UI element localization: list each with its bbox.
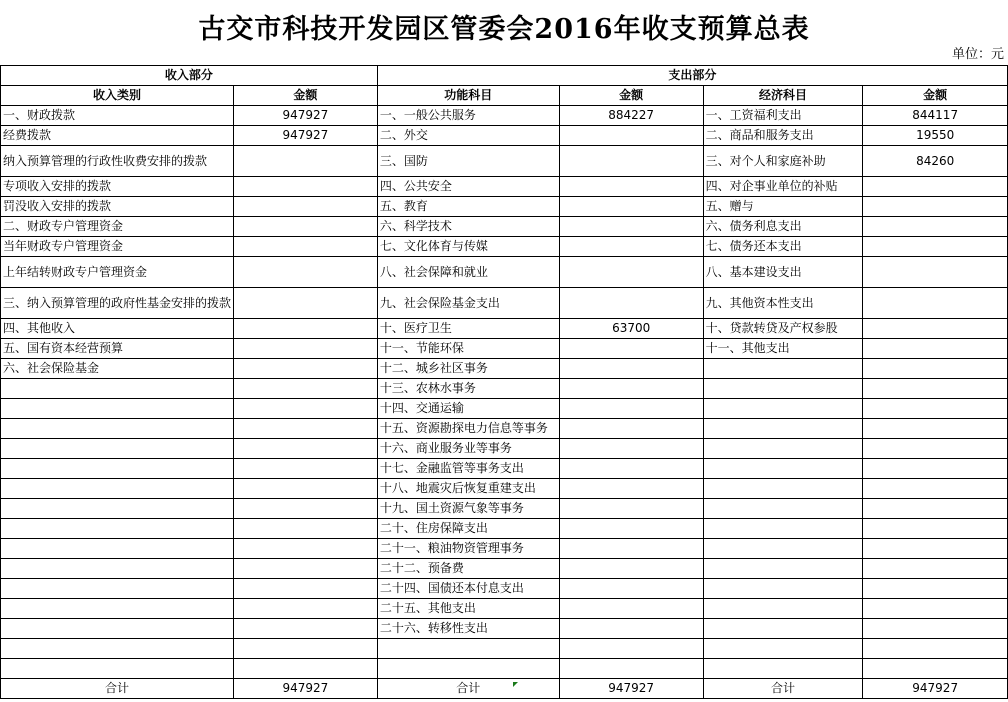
table-row: [1, 419, 1008, 439]
table-row: [1, 126, 1008, 146]
income-amount-cell: [234, 619, 378, 639]
functional-subject-cell: 七、文化体育与传媒: [377, 237, 559, 257]
functional-amount-cell: [559, 197, 703, 217]
table-row: [1, 339, 1008, 359]
income-amount-cell: [234, 339, 378, 359]
economic-amount-cell: [863, 399, 1008, 419]
functional-amount-cell: [559, 339, 703, 359]
economic-subject-cell: 四、对企事业单位的补贴: [703, 177, 863, 197]
income-category-cell: 经费拨款: [1, 126, 234, 146]
economic-amount-cell: [863, 359, 1008, 379]
functional-amount-cell: [559, 237, 703, 257]
functional-subject-cell: 十六、商业服务业等事务: [377, 439, 559, 459]
functional-amount-cell: [559, 619, 703, 639]
functional-subject-cell: 三、国防: [377, 146, 559, 177]
income-amount-cell: [234, 559, 378, 579]
functional-amount-cell: [559, 539, 703, 559]
economic-amount-cell: [863, 257, 1008, 288]
functional-amount-cell: [559, 599, 703, 619]
economic-subject-cell: 二、商品和服务支出: [703, 126, 863, 146]
economic-amount-cell: [863, 197, 1008, 217]
economic-subject-cell: [703, 479, 863, 499]
economic-amount-cell: [863, 459, 1008, 479]
income-category-cell: [1, 619, 234, 639]
economic-amount-cell: [863, 319, 1008, 339]
functional-amount-cell: [559, 359, 703, 379]
income-category-cell: 一、财政拨款: [1, 106, 234, 126]
table-row: [1, 106, 1008, 126]
table-body: [1, 106, 1008, 679]
table-row: [1, 479, 1008, 499]
functional-total-amount: 947927: [559, 679, 703, 699]
functional-subject-cell: 六、科学技术: [377, 217, 559, 237]
economic-subject-cell: [703, 399, 863, 419]
economic-subject-cell: 七、债务还本支出: [703, 237, 863, 257]
functional-amount-cell: [559, 659, 703, 679]
functional-subject-cell: 二、外交: [377, 126, 559, 146]
table-row: [1, 599, 1008, 619]
functional-subject-cell: [377, 659, 559, 679]
economic-amount-cell: [863, 177, 1008, 197]
income-amount-cell: [234, 479, 378, 499]
table-row: [1, 288, 1008, 319]
income-category-cell: 三、纳入预算管理的政府性基金安排的拨款: [1, 288, 234, 319]
table-row: [1, 217, 1008, 237]
income-amount-cell: [234, 237, 378, 257]
table-row: [1, 319, 1008, 339]
functional-subject-cell: 十五、资源勘探电力信息等事务: [377, 419, 559, 439]
functional-subject-cell: 四、公共安全: [377, 177, 559, 197]
economic-subject-cell: [703, 599, 863, 619]
income-amount-cell: [234, 257, 378, 288]
table-row: [1, 177, 1008, 197]
income-amount-cell: [234, 519, 378, 539]
economic-subject-cell: [703, 379, 863, 399]
economic-subject-cell: 九、其他资本性支出: [703, 288, 863, 319]
income-category-cell: [1, 559, 234, 579]
functional-amount-cell: [559, 399, 703, 419]
table-row: [1, 197, 1008, 217]
economic-subject-cell: 三、对个人和家庭补助: [703, 146, 863, 177]
economic-subject-cell: 十、贷款转贷及产权参股: [703, 319, 863, 339]
economic-subject-cell: 五、赠与: [703, 197, 863, 217]
income-category-cell: [1, 579, 234, 599]
economic-amount-cell: [863, 339, 1008, 359]
economic-amount-cell: [863, 217, 1008, 237]
table-row: [1, 359, 1008, 379]
income-category-cell: [1, 399, 234, 419]
functional-subject-header: 功能科目: [377, 86, 559, 106]
income-category-cell: [1, 499, 234, 519]
economic-amount-cell: [863, 599, 1008, 619]
economic-amount-cell: [863, 639, 1008, 659]
functional-amount-cell: [559, 639, 703, 659]
functional-amount-cell: [559, 559, 703, 579]
economic-subject-cell: [703, 459, 863, 479]
table-row: [1, 237, 1008, 257]
economic-amount-cell: [863, 419, 1008, 439]
economic-amount-cell: [863, 579, 1008, 599]
income-category-cell: [1, 539, 234, 559]
functional-amount-cell: [559, 439, 703, 459]
income-amount-cell: [234, 639, 378, 659]
income-amount-cell: [234, 419, 378, 439]
functional-subject-cell: 二十一、粮油物资管理事务: [377, 539, 559, 559]
economic-subject-cell: [703, 579, 863, 599]
economic-amount-cell: [863, 519, 1008, 539]
economic-amount-cell: 844117: [863, 106, 1008, 126]
section-header-row: [1, 66, 1008, 86]
table-row: [1, 539, 1008, 559]
table-row: [1, 559, 1008, 579]
functional-amount-cell: 63700: [559, 319, 703, 339]
economic-amount-cell: [863, 439, 1008, 459]
income-amount-cell: [234, 579, 378, 599]
table-row: [1, 639, 1008, 659]
functional-subject-cell: 二十二、预备费: [377, 559, 559, 579]
economic-amount-cell: [863, 659, 1008, 679]
economic-subject-cell: 一、工资福利支出: [703, 106, 863, 126]
budget-table: [0, 65, 1008, 699]
functional-subject-cell: 二十四、国债还本付息支出: [377, 579, 559, 599]
functional-subject-cell: 一、一般公共服务: [377, 106, 559, 126]
functional-subject-cell: 十三、农林水事务: [377, 379, 559, 399]
economic-subject-cell: [703, 619, 863, 639]
income-category-cell: 六、社会保险基金: [1, 359, 234, 379]
income-category-header: 收入类别: [1, 86, 234, 106]
income-category-cell: [1, 659, 234, 679]
income-category-cell: 二、财政专户管理资金: [1, 217, 234, 237]
table-row: [1, 499, 1008, 519]
page-title: 古交市科技开发园区管委会2016年收支预算总表: [198, 14, 810, 45]
income-amount-cell: [234, 319, 378, 339]
income-amount-cell: [234, 439, 378, 459]
economic-subject-cell: 六、债务利息支出: [703, 217, 863, 237]
functional-amount-cell: [559, 217, 703, 237]
functional-amount-cell: [559, 459, 703, 479]
economic-subject-cell: [703, 659, 863, 679]
functional-subject-cell: 二十、住房保障支出: [377, 519, 559, 539]
functional-subject-cell: 十、医疗卫生: [377, 319, 559, 339]
income-section-header: 收入部分: [1, 66, 378, 86]
table-row: [1, 659, 1008, 679]
economic-amount-cell: [863, 559, 1008, 579]
functional-amount-cell: [559, 499, 703, 519]
economic-subject-cell: [703, 439, 863, 459]
functional-subject-cell: 十一、节能环保: [377, 339, 559, 359]
income-amount-cell: [234, 659, 378, 679]
income-category-cell: 四、其他收入: [1, 319, 234, 339]
functional-subject-cell: 十九、国土资源气象等事务: [377, 499, 559, 519]
functional-amount-cell: [559, 379, 703, 399]
income-amount-cell: 947927: [234, 126, 378, 146]
income-category-cell: [1, 479, 234, 499]
income-category-cell: [1, 439, 234, 459]
table-row: [1, 619, 1008, 639]
income-category-cell: [1, 459, 234, 479]
economic-amount-cell: 19550: [863, 126, 1008, 146]
economic-amount-cell: [863, 379, 1008, 399]
table-row: [1, 459, 1008, 479]
income-amount-cell: [234, 379, 378, 399]
income-category-cell: 罚没收入安排的拨款: [1, 197, 234, 217]
income-amount-cell: [234, 499, 378, 519]
functional-subject-cell: 五、教育: [377, 197, 559, 217]
functional-amount-cell: [559, 288, 703, 319]
economic-amount-cell: [863, 539, 1008, 559]
total-row: [1, 679, 1008, 699]
income-amount-cell: [234, 539, 378, 559]
functional-total-label: 合计: [377, 679, 559, 699]
income-category-cell: [1, 379, 234, 399]
income-amount-cell: [234, 599, 378, 619]
functional-amount-cell: [559, 177, 703, 197]
economic-amount-cell: [863, 288, 1008, 319]
functional-amount-cell: [559, 519, 703, 539]
income-category-cell: 五、国有资本经营预算: [1, 339, 234, 359]
income-total-amount: 947927: [234, 679, 378, 699]
income-category-cell: 上年结转财政专户管理资金: [1, 257, 234, 288]
income-amount-cell: [234, 177, 378, 197]
economic-amount-cell: [863, 237, 1008, 257]
functional-amount-cell: [559, 419, 703, 439]
functional-subject-cell: [377, 639, 559, 659]
economic-subject-cell: [703, 519, 863, 539]
income-amount-cell: [234, 459, 378, 479]
income-amount-cell: [234, 197, 378, 217]
functional-subject-cell: 八、社会保障和就业: [377, 257, 559, 288]
expense-section-header: 支出部分: [377, 66, 1007, 86]
table-row: [1, 519, 1008, 539]
income-amount-cell: [234, 146, 378, 177]
income-total-label: 合计: [1, 679, 234, 699]
income-category-cell: [1, 639, 234, 659]
economic-subject-header: 经济科目: [703, 86, 863, 106]
functional-subject-cell: 二十五、其他支出: [377, 599, 559, 619]
income-category-cell: 专项收入安排的拨款: [1, 177, 234, 197]
income-category-cell: [1, 599, 234, 619]
cell-comment-marker-icon: [513, 682, 518, 687]
table-row: [1, 579, 1008, 599]
income-amount-cell: [234, 217, 378, 237]
unit-label: 单位：元: [951, 47, 1004, 62]
functional-amount-cell: [559, 479, 703, 499]
income-amount-cell: [234, 399, 378, 419]
income-category-cell: 当年财政专户管理资金: [1, 237, 234, 257]
functional-amount-cell: [559, 126, 703, 146]
economic-subject-cell: 八、基本建设支出: [703, 257, 863, 288]
column-header-row: [1, 86, 1008, 106]
functional-subject-cell: 九、社会保险基金支出: [377, 288, 559, 319]
table-row: [1, 439, 1008, 459]
table-row: [1, 257, 1008, 288]
income-category-cell: [1, 519, 234, 539]
economic-amount-cell: [863, 619, 1008, 639]
economic-subject-cell: [703, 559, 863, 579]
table-row: [1, 379, 1008, 399]
functional-subject-cell: 十七、金融监管等事务支出: [377, 459, 559, 479]
economic-amount-cell: 84260: [863, 146, 1008, 177]
economic-total-amount: 947927: [863, 679, 1008, 699]
functional-amount-cell: [559, 146, 703, 177]
functional-amount-cell: [559, 579, 703, 599]
economic-subject-cell: [703, 539, 863, 559]
functional-subject-cell: 十二、城乡社区事务: [377, 359, 559, 379]
economic-amount-cell: [863, 479, 1008, 499]
income-category-cell: [1, 419, 234, 439]
economic-total-label: 合计: [703, 679, 863, 699]
economic-subject-cell: 十一、其他支出: [703, 339, 863, 359]
economic-amount-header: 金额: [863, 86, 1008, 106]
functional-amount-cell: 884227: [559, 106, 703, 126]
functional-subject-cell: 十八、地震灾后恢复重建支出: [377, 479, 559, 499]
economic-subject-cell: [703, 359, 863, 379]
income-amount-cell: [234, 288, 378, 319]
income-category-cell: 纳入预算管理的行政性收费安排的拨款: [1, 146, 234, 177]
economic-subject-cell: [703, 419, 863, 439]
functional-subject-cell: 十四、交通运输: [377, 399, 559, 419]
table-row: [1, 146, 1008, 177]
table-row: [1, 399, 1008, 419]
economic-subject-cell: [703, 639, 863, 659]
income-amount-cell: [234, 359, 378, 379]
functional-amount-header: 金额: [559, 86, 703, 106]
income-amount-header: 金额: [234, 86, 378, 106]
functional-subject-cell: 二十六、转移性支出: [377, 619, 559, 639]
economic-subject-cell: [703, 499, 863, 519]
economic-amount-cell: [863, 499, 1008, 519]
functional-amount-cell: [559, 257, 703, 288]
income-amount-cell: 947927: [234, 106, 378, 126]
